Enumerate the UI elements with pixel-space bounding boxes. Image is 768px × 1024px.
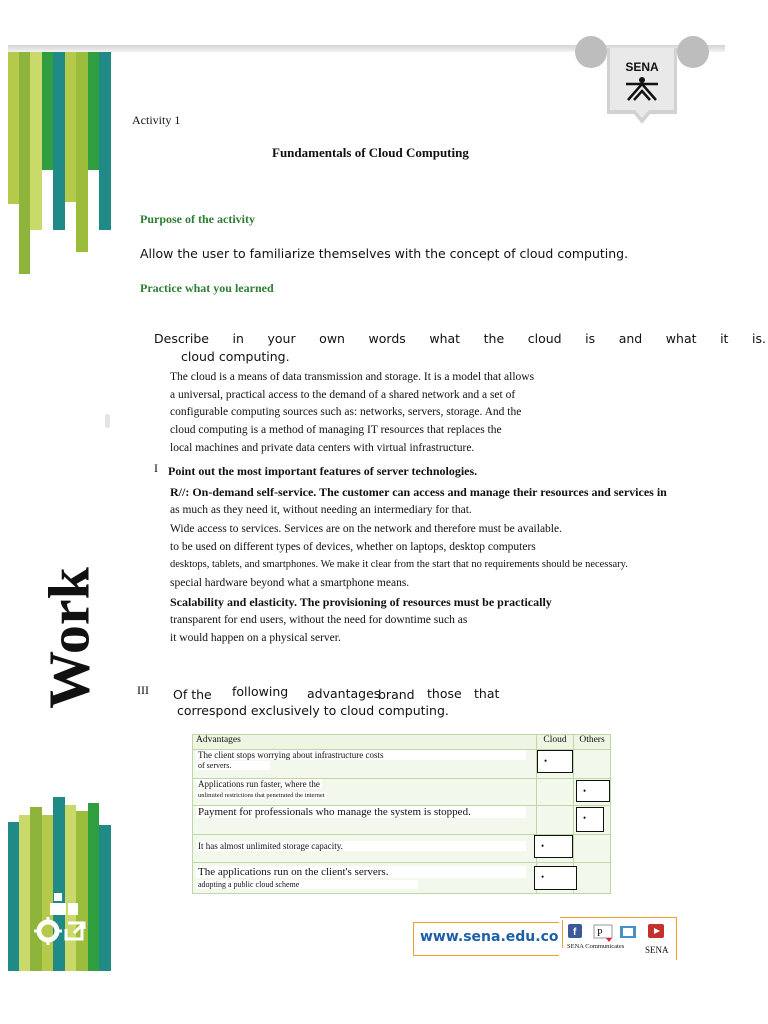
advantage-subtext: adopting a public cloud scheme [196, 880, 418, 889]
table-header-row [193, 735, 611, 750]
answer-2-line: desktops, tablets, and smartphones. We make it clear from the start that no requirements should be necessary. [170, 559, 628, 571]
question-1-line-2: cloud computing. [181, 349, 290, 364]
answer-1-line: The cloud is a means of data transmission and storage. It is a model that allows [170, 371, 535, 383]
footer-communicates: SENA Communicates [567, 943, 625, 950]
question-3-line-2: correspond exclusively to cloud computing. [177, 703, 449, 718]
document-title: Fundamentals of Cloud Computing [272, 145, 469, 160]
footer-url-link[interactable]: www.sena.edu.co [420, 929, 559, 945]
svg-text:f: f [573, 927, 577, 938]
cloud-cell [537, 779, 574, 806]
advantage-text: The client stops worrying about infrastructure costs [196, 750, 526, 760]
question-1-line-1: Describe in your own words what the cloud is and what it is. [154, 331, 766, 346]
header-cloud: Cloud [537, 735, 574, 750]
question-3-word: those [427, 686, 462, 701]
scroll-mark [105, 414, 110, 428]
question-3-word: advantages [307, 686, 381, 701]
answer-2-line: Scalability and elasticity. The provisioning of resources must be practically [170, 594, 552, 609]
activity-label: Activity 1 [132, 113, 181, 127]
question-3-word: brand [378, 687, 415, 702]
footer-divider [562, 920, 563, 948]
gear-and-people-icon [32, 889, 92, 949]
others-cell [574, 750, 611, 779]
others-checkbox[interactable]: • [576, 780, 610, 802]
svg-text:P: P [597, 928, 603, 939]
advantage-cell [193, 835, 537, 863]
question-2-numeral: I [154, 461, 158, 475]
others-cell [574, 835, 611, 863]
advantage-text: Applications run faster, where the [198, 779, 320, 789]
decorative-stripes-top [8, 52, 113, 274]
others-checkbox[interactable]: • [576, 807, 604, 832]
advantage-text: Payment for professionals who manage the system is stopped. [196, 806, 526, 818]
answer-1 [170, 369, 534, 458]
answer-2-line: special hardware beyond what a smartphone means. [170, 577, 410, 590]
advantage-subtext: of servers. [196, 761, 270, 770]
answer-2 [170, 483, 667, 648]
answer-1-line: a universal, practical access to the demand of a shared network and a set of [170, 388, 516, 401]
table-row [193, 806, 611, 835]
advantage-cell [193, 863, 537, 894]
advantage-cell [193, 806, 537, 835]
header-others: Others [574, 735, 611, 750]
cloud-checkbox[interactable]: • [534, 835, 573, 858]
decorative-stripes-bottom [8, 797, 113, 971]
purpose-text: Allow the user to familiarize themselves with the concept of cloud computing. [140, 246, 629, 261]
answer-1-line: local machines and private data centers with virtual infrastructure. [170, 441, 475, 454]
header-advantages: Advantages [193, 735, 537, 750]
answer-2-line: R//: On-demand self-service. The customer can access and manage their resources and services in [170, 485, 667, 499]
answer-1-line: cloud computing is a method of managing IT resources that replaces the [170, 424, 502, 437]
answer-2-line: to be used on different types of devices, whether on laptops, desktop computers [170, 540, 536, 553]
advantage-cell [193, 750, 537, 779]
question-3-numeral: III [137, 683, 149, 697]
question-3-word: that [474, 686, 500, 701]
footer-sena: SENA [645, 945, 669, 955]
cloud-checkbox[interactable]: • [534, 866, 577, 890]
logo-text: SENA [625, 60, 659, 74]
answer-2-line: it would happen on a physical server. [170, 632, 341, 645]
cloud-cell [537, 806, 574, 835]
answer-1-line: configurable computing sources such as: networks, servers, storage. And the [170, 406, 522, 419]
advantage-text: The applications run on the client's servers. [196, 866, 526, 878]
cloud-checkbox[interactable]: • [537, 750, 573, 773]
answer-2-line: as much as they need it, without needing an intermediary for that. [170, 504, 472, 517]
others-cell [574, 863, 611, 894]
sidebar-work-label: Work [36, 567, 102, 709]
sena-logo [574, 36, 710, 128]
question-3-word: following [232, 684, 289, 699]
table-row [193, 779, 611, 806]
answer-2-line: transparent for end users, without the need for downtime such as [170, 614, 468, 627]
answer-2-line: Wide access to services. Services are on the network and therefore must be available. [170, 522, 562, 535]
question-2-heading: Point out the most important features of server technologies. [168, 464, 478, 478]
advantage-text: It has almost unlimited storage capacity. [196, 841, 526, 851]
advantage-subtext: unlimited restrictions that penetrated the internet [198, 792, 325, 799]
practice-heading: Practice what you learned [140, 281, 274, 295]
purpose-heading: Purpose of the activity [140, 212, 255, 226]
advantage-cell [193, 779, 537, 806]
question-3-word: Of the [173, 687, 212, 702]
